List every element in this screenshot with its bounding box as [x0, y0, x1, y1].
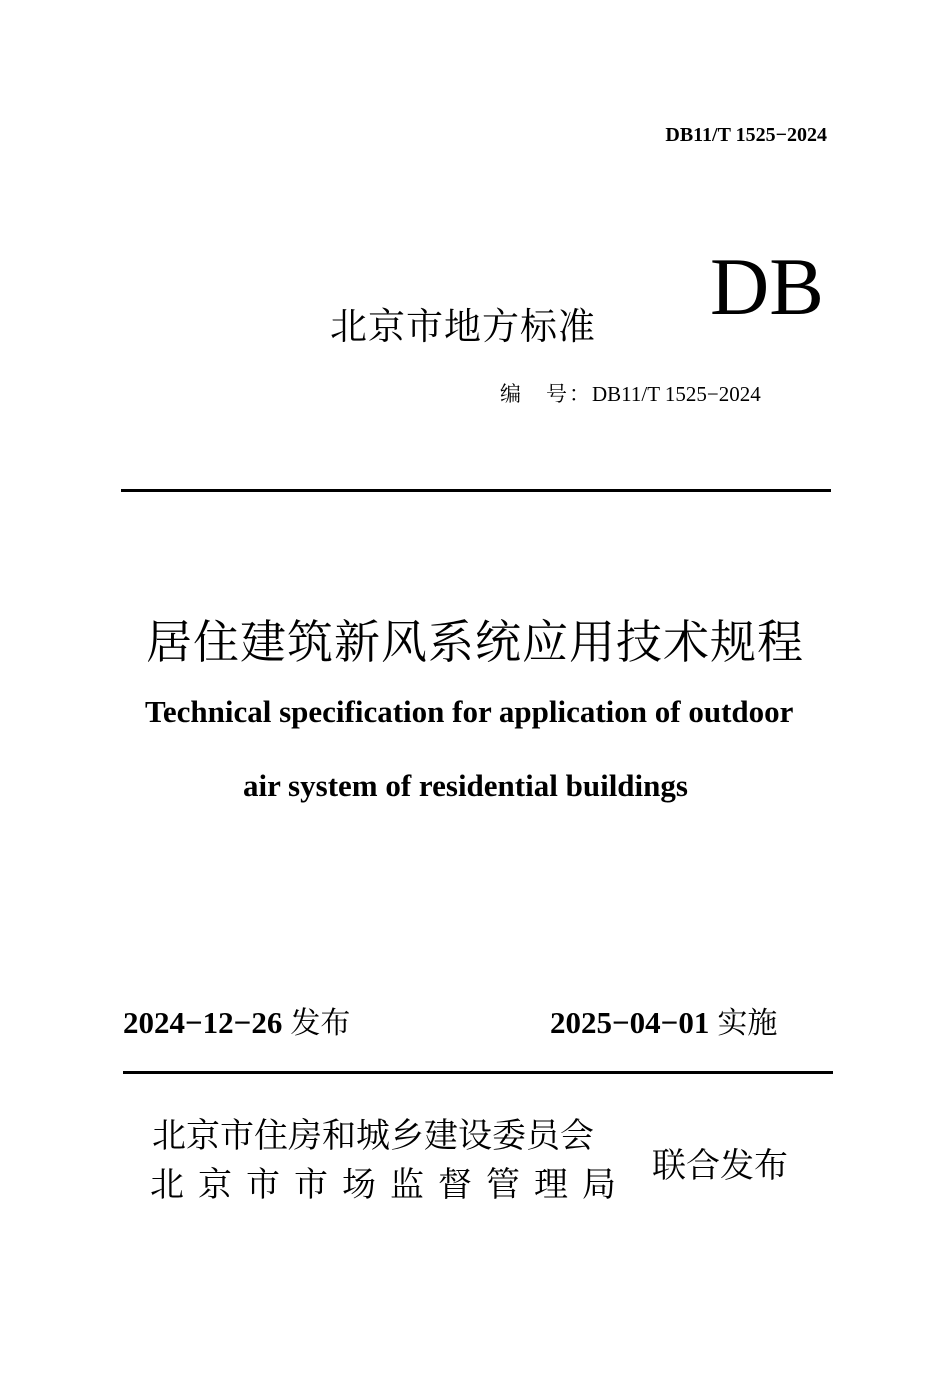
document-title-english-line-1: Technical specification for application of outdoor [145, 694, 794, 729]
document-title-chinese: 居住建筑新风系统应用技术规程 [146, 615, 804, 669]
standard-type-title: 北京市地方标准 [330, 305, 596, 348]
document-title-english-line-2: air system of residential buildings [243, 768, 688, 803]
joint-release-label: 联合发布 [652, 1146, 788, 1186]
implementation-date: 2025−04−01 [550, 1005, 710, 1040]
issuer-housing-commission: 北京市住房和城乡建设委员会 [152, 1116, 594, 1156]
issue-label: 发布 [290, 1006, 351, 1041]
implementation-label: 实施 [717, 1006, 778, 1041]
standard-code-header: DB11/T 1525−2024 [665, 124, 827, 146]
standard-number-value: DB11/T 1525−2024 [592, 382, 761, 406]
issue-date: 2024−12−26 [123, 1005, 283, 1040]
implementation-date-line [550, 998, 777, 1042]
db-mark: DB [710, 241, 824, 332]
issue-date-line [123, 998, 350, 1042]
top-divider [121, 489, 831, 492]
standard-number-line [500, 378, 761, 408]
bottom-divider [123, 1071, 833, 1074]
issuer-market-regulation: 北京市市场监督管理局 [150, 1165, 630, 1205]
standard-number-label: 编 号： [500, 382, 592, 406]
